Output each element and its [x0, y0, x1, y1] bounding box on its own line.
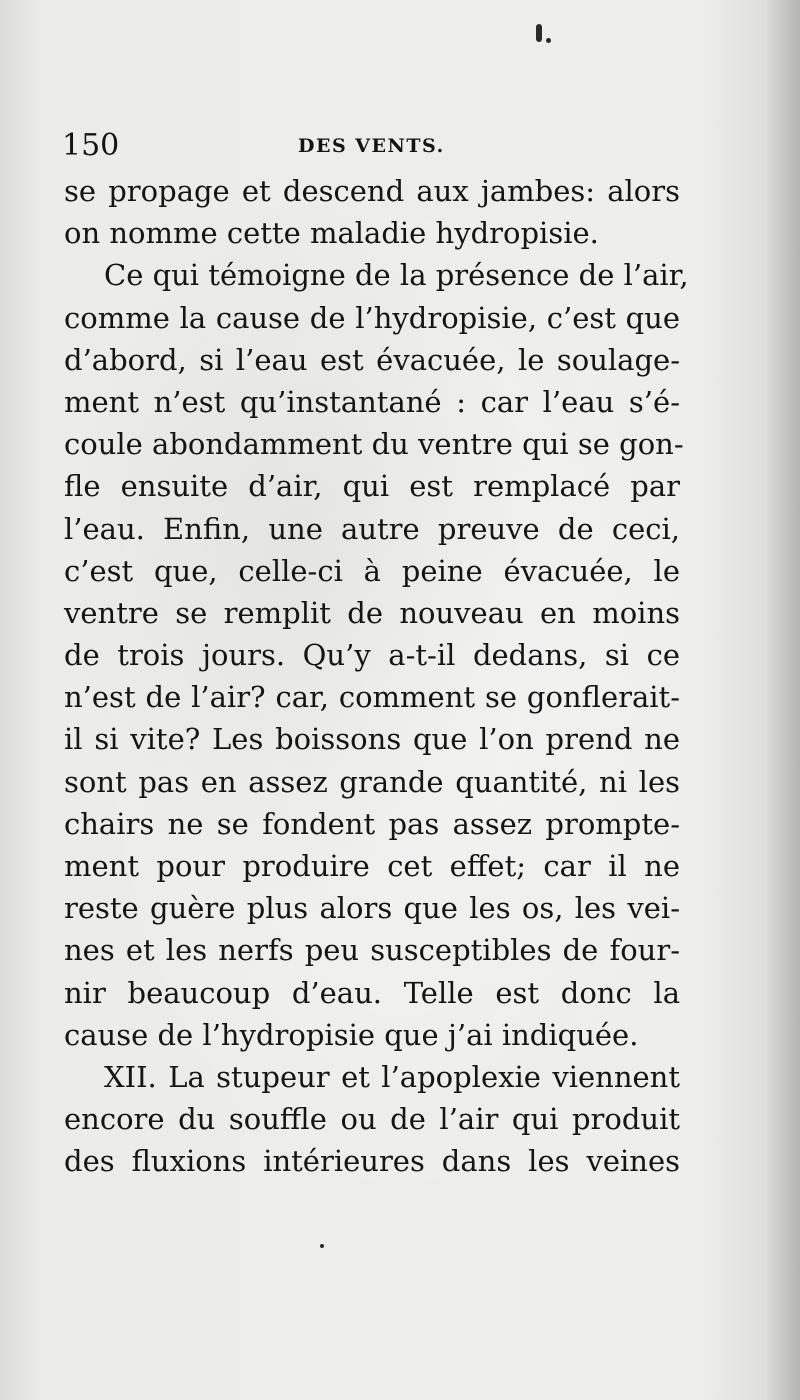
- text-line: comme la cause de l’hydropisie, c’est que: [64, 300, 680, 335]
- text-line: reste guère plus alors que les os, les vei-: [64, 891, 680, 926]
- section-heading-line: XII. La stupeur et l’apoplexie viennent: [104, 1059, 680, 1094]
- text-line: des fluxions intérieures dans les veines: [64, 1144, 680, 1179]
- text-line: cause de l’hydropisie que j’ai indiquée.: [64, 1017, 639, 1052]
- ink-speck: [536, 24, 542, 42]
- text-line: ventre se remplit de nouveau en moins: [64, 595, 680, 630]
- text-line: d’abord, si l’eau est évacuée, le soulage-: [64, 342, 680, 377]
- text-line: nir beaucoup d’eau. Telle est donc la: [64, 975, 680, 1010]
- page-edge-shadow: [766, 0, 800, 1400]
- page-header: [62, 124, 682, 168]
- text-line: chairs ne se fondent pas assez prompte-: [64, 806, 680, 841]
- text-line: nes et les nerfs peu susceptibles de four-: [64, 933, 680, 968]
- running-head: DES VENTS.: [298, 135, 445, 157]
- body-text: [64, 170, 689, 1183]
- text-line: Ce qui témoigne de la présence de l’air,: [104, 258, 689, 293]
- text-line: coule abondamment du ventre qui se gon-: [64, 427, 684, 462]
- text-line: l’eau. Enfin, une autre preuve de ceci,: [64, 511, 680, 546]
- text-line: ment pour produire cet effet; car il ne: [64, 849, 680, 883]
- page-number: 150: [62, 128, 120, 163]
- text-line: ment n’est qu’instantané : car l’eau s’é-: [64, 384, 680, 419]
- text-line: sont pas en assez grande quantité, ni les: [64, 764, 680, 799]
- text-line: on nomme cette maladie hydropisie.: [64, 216, 599, 251]
- ink-speck: [320, 1244, 324, 1248]
- text-line: fle ensuite d’air, qui est remplacé par: [64, 469, 680, 504]
- text-line: n’est de l’air? car, comment se gonflerait-: [64, 680, 680, 715]
- text-line: se propage et descend aux jambes: alors: [64, 174, 680, 208]
- text-line: il si vite? Les boissons que l’on prend ne: [64, 722, 680, 757]
- text-line: de trois jours. Qu’y a-t-il dedans, si ce: [64, 638, 680, 673]
- text-line: encore du souffle ou de l’air qui produit: [64, 1102, 680, 1137]
- text-line: c’est que, celle-ci à peine évacuée, le: [64, 553, 680, 588]
- ink-speck: [546, 38, 551, 43]
